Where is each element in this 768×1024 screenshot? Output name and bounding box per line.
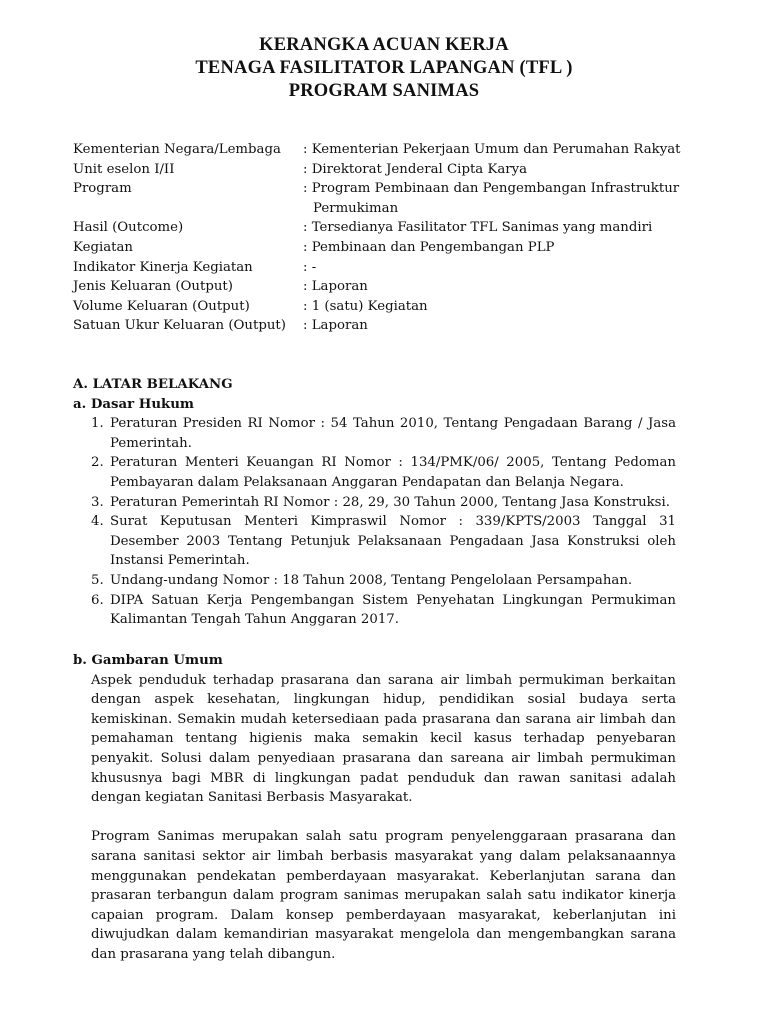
meta-label: Unit eselon I/II xyxy=(73,161,175,177)
list-item xyxy=(73,512,676,571)
meta-row xyxy=(73,316,693,336)
list-item-text: Surat Keputusan Menteri Kimpraswil Nomor : 339/KPTS/2003 Tanggal 31 Desember 2003 Tentang Petunjuk Pelaksanaan Pengadaan Jasa Konstruksi oleh Instansi Pemerintah. xyxy=(110,514,676,569)
list-item-text: Peraturan Presiden RI Nomor : 54 Tahun 2010, Tentang Pengadaan Barang / Jasa Pemerintah. xyxy=(110,416,676,451)
meta-row xyxy=(73,179,693,218)
meta-label: Hasil (Outcome) xyxy=(73,220,184,236)
meta-value: : Laporan xyxy=(303,318,368,334)
list-item-number: 3. xyxy=(91,494,104,510)
meta-value xyxy=(303,179,693,218)
title-line-3: PROGRAM SANIMAS xyxy=(288,81,480,101)
list-item xyxy=(73,493,676,513)
list-item-number: 4. xyxy=(91,514,104,530)
meta-value: : Laporan xyxy=(303,279,368,295)
meta-value: : Tersedianya Fasilitator TFL Sanimas yang mandiri xyxy=(303,220,653,236)
paragraph-2: Program Sanimas merupakan salah satu program penyelenggaraan prasarana dan sarana sanitasi sektor air limbah berbasis masyarakat yang dalam pelaksanaannya menggunakan pendekatan pemberdayaan masyarakat. Keberlanjutan sarana dan prasaran terbangun dalam program sanimas merupakan salah satu indikator kinerja capaian program. Dalam konsep pemberdayaan masyarakat, keberlanjutan ini diwujudkan dalam kemandirian masyarakat mengelola dan mengembangkan sarana dan prasarana yang telah dibangun. xyxy=(91,829,676,962)
meta-value: : Pembinaan dan Pengembangan PLP xyxy=(303,239,555,255)
list-item-text: DIPA Satuan Kerja Pengembangan Sistem Penyehatan Lingkungan Permukiman Kalimantan Tengah Tahun Anggaran 2017. xyxy=(110,592,676,628)
section-gambaran-umum xyxy=(73,651,676,965)
list-item-number: 2. xyxy=(91,455,104,471)
list-item xyxy=(73,414,676,453)
meta-label: Program xyxy=(73,181,132,197)
list-item-text: Peraturan Menteri Keuangan RI Nomor : 134/PMK/06/ 2005, Tentang Pedoman Pembayaran dalam Pelaksanaan Anggaran Pendapatan dan Belanja Negara. xyxy=(110,455,676,490)
meta-row xyxy=(73,297,693,317)
list-item-number: 6. xyxy=(91,592,104,608)
meta-row xyxy=(73,160,693,180)
list-item xyxy=(73,453,676,492)
meta-value-line-2: Permukiman xyxy=(313,200,399,216)
metadata-table xyxy=(73,140,693,336)
list-item-number: 5. xyxy=(91,572,104,588)
section-latar-belakang xyxy=(73,375,676,630)
title-line-1: KERANGKA ACUAN KERJA xyxy=(259,35,509,55)
paragraph-1: Aspek penduduk terhadap prasarana dan sarana air limbah permukiman berkaitan dengan aspek kesehatan, lingkungan hidup, pendidikan sosial budaya serta kemiskinan. Semakin mudah ketersediaan pada prasarana dan sarana air limbah dan pemahaman tentang higienis maka semakin kecil kasus terhadap penyebaran penyakit. Solusi dalam penyediaan prasarana dan sareana air limbah permukiman khususnya bagi MBR di lingkungan padat penduduk dan rawan sanitasi adalah dengan kegiatan Sanitasi Berbasis Masyarakat. xyxy=(91,672,676,806)
list-item xyxy=(73,591,676,630)
meta-row xyxy=(73,258,693,278)
meta-value: : 1 (satu) Kegiatan xyxy=(303,298,428,314)
list-item-text: Undang-undang Nomor : 18 Tahun 2008, Tentang Pengelolaan Persampahan. xyxy=(110,572,633,588)
meta-value: : - xyxy=(303,259,317,275)
paragraph-spacer xyxy=(73,808,676,828)
document-title xyxy=(0,34,768,103)
list-item-number: 1. xyxy=(91,416,104,432)
meta-row xyxy=(73,277,693,297)
meta-label: Indikator Kinerja Kegiatan xyxy=(73,259,253,275)
title-line-2: TENAGA FASILITATOR LAPANGAN (TFL ) xyxy=(195,58,573,78)
meta-value: : Kementerian Pekerjaan Umum dan Perumahan Rakyat xyxy=(303,142,681,157)
meta-label: Kementerian Negara/Lembaga xyxy=(73,142,281,157)
meta-row xyxy=(73,238,693,258)
section-heading: A. LATAR BELAKANG xyxy=(73,377,233,392)
list-item-text: Peraturan Pemerintah RI Nomor : 28, 29, 30 Tahun 2000, Tentang Jasa Konstruksi. xyxy=(110,494,670,510)
legal-basis-list xyxy=(73,414,676,630)
meta-label: Kegiatan xyxy=(73,239,133,255)
meta-label: Volume Keluaran (Output) xyxy=(73,298,250,314)
meta-value-line-1: : Program Pembinaan dan Pengembangan Infrastruktur xyxy=(303,181,680,197)
meta-value: : Direktorat Jenderal Cipta Karya xyxy=(303,161,528,177)
meta-label: Jenis Keluaran (Output) xyxy=(73,279,233,295)
subsection-heading-dasar-hukum: a. Dasar Hukum xyxy=(73,396,194,412)
meta-row xyxy=(73,140,693,160)
meta-label: Satuan Ukur Keluaran (Output) xyxy=(73,318,286,334)
list-item xyxy=(73,571,676,591)
subsection-heading-gambaran-umum: b. Gambaran Umum xyxy=(73,653,223,668)
meta-row xyxy=(73,218,693,238)
